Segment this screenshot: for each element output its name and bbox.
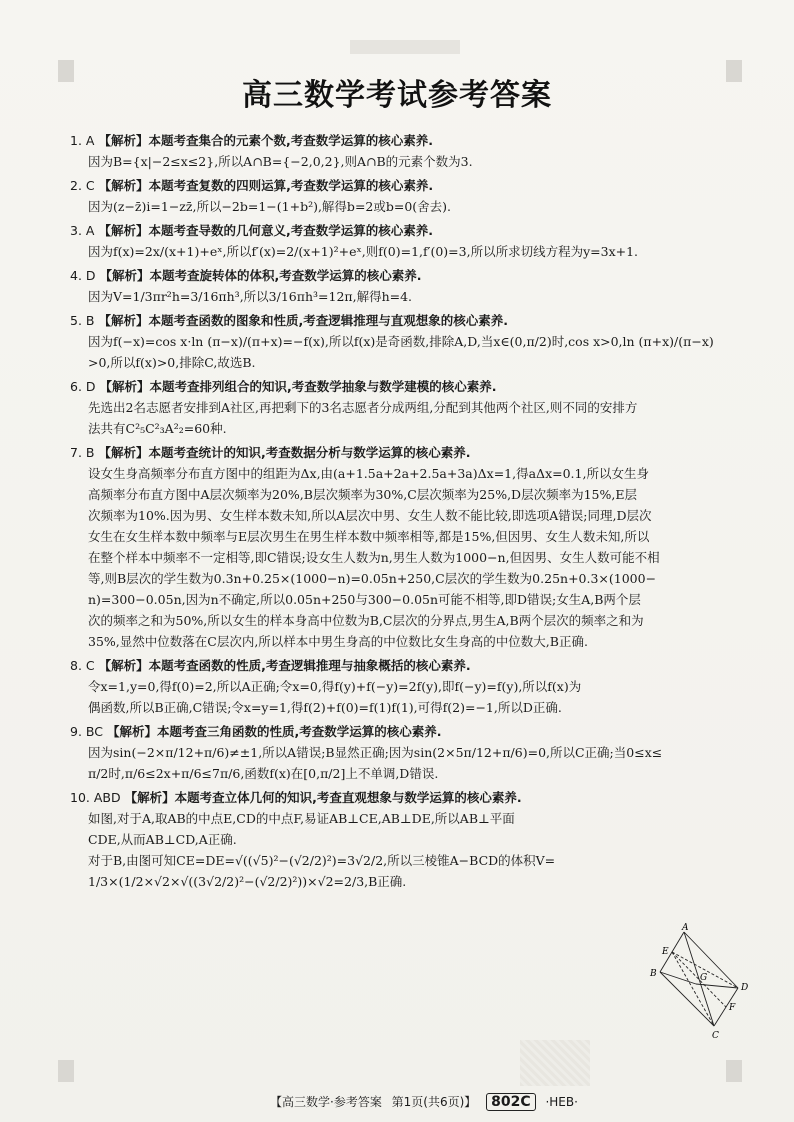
- answer-header: [70, 787, 760, 808]
- answer-header: [70, 220, 760, 241]
- answer-intro: 本题考查导数的几何意义,考查数学运算的核心素养.: [148, 223, 433, 238]
- answer-number: 1. A: [70, 133, 95, 148]
- figure-label: D: [741, 983, 749, 993]
- answer-line: 因为sin(−2×π/12+π/6)≠±1,所以A错误;B显然正确;因为sin(2×5π/12+π/6)=0,所以C正确;当0≤x≤: [88, 745, 663, 760]
- figure-label: E: [662, 947, 669, 957]
- answer-intro: 本题考查函数的性质,考查逻辑推理与抽象概括的核心素养.: [148, 658, 471, 673]
- answer-line: n)=300−0.05n,因为n不确定,所以0.05n+250与300−0.05n可能不相等,即D错误;女生A,B两个层: [88, 592, 641, 607]
- answer-line: 1/3×(1/2×√2×√((3√2/2)²−(√2/2)²))×√2=2/3,B正确.: [88, 874, 407, 889]
- answer-number: 5. B: [70, 313, 95, 328]
- answer-header: [70, 175, 760, 196]
- answer-intro: 本题考查集合的元素个数,考查数学运算的核心素养.: [148, 133, 433, 148]
- page-footer: [270, 1093, 584, 1111]
- analysis-tag: 【解析】: [99, 268, 150, 283]
- answer-item: [70, 655, 760, 718]
- answer-line: 对于B,由图可知CE=DE=√((√5)²−(√2/2)²)=3√2/2,所以三棱锥A−BCD的体积V=: [88, 853, 556, 868]
- answer-item: [70, 721, 760, 784]
- answer-header: [70, 721, 760, 742]
- answer-number: 7. B: [70, 445, 95, 460]
- answer-intro: 本题考查旋转体的体积,考查数学运算的核心素养.: [149, 268, 422, 283]
- answer-item: [70, 310, 760, 373]
- footer-page-info: 第1页(共6页)】: [391, 1095, 477, 1109]
- answer-line: >0,所以f(x)>0,排除C,故选B.: [88, 355, 256, 370]
- answer-number: 3. A: [70, 223, 95, 238]
- exam-code-badge: 802C: [486, 1093, 536, 1111]
- qr-code-watermark: [520, 1040, 590, 1086]
- answer-line: 设女生身高频率分布直方图中的组距为Δx,由(a+1.5a+2a+2.5a+3a)Δx=1,得aΔx=0.1,所以女生身: [88, 466, 649, 481]
- answer-line: 因为f(x)=2x/(x+1)+eˣ,所以f′(x)=2/(x+1)²+eˣ,则f(0)=1,f′(0)=3,所以所求切线方程为y=3x+1.: [88, 244, 639, 259]
- answer-number: 8. C: [70, 658, 95, 673]
- answer-line: 女生在女生样本数中频率与E层次男生在男生样本数中频率相等,都是15%,但因男、女生人数未知,所以: [88, 529, 650, 544]
- answer-line: π/2时,π/6≤2x+π/6≤7π/6,函数f(x)在[0,π/2]上不单调,D错误.: [88, 766, 439, 781]
- scan-artifact: [350, 40, 460, 54]
- answer-item: [70, 220, 760, 262]
- answer-number: 4. D: [70, 268, 96, 283]
- analysis-tag: 【解析】: [106, 724, 157, 739]
- analysis-tag: 【解析】: [98, 658, 149, 673]
- answer-line: 因为V=1/3πr²h=3/16πh³,所以3/16πh³=12π,解得h=4.: [88, 289, 413, 304]
- answer-intro: 本题考查立体几何的知识,考查直观想象与数学运算的核心素养.: [174, 790, 522, 805]
- answer-number: 9. BC: [70, 724, 103, 739]
- corner-registration-mark: [726, 1060, 742, 1082]
- answer-line: 等,则B层次的学生数为0.3n+0.25×(1000−n)=0.05n+250,C层次的学生数为0.25n+0.3×(1000−: [88, 571, 657, 586]
- answer-number: 2. C: [70, 178, 95, 193]
- answer-line: 偶函数,所以B正确,C错误;令x=y=1,得f(2)+f(0)=f(1)f(1),可得f(2)=−1,所以D正确.: [88, 700, 562, 715]
- answer-intro: 本题考查三角函数的性质,考查数学运算的核心素养.: [156, 724, 442, 739]
- page-title: 高三数学考试参考答案: [242, 78, 552, 113]
- answer-line: 因为f(−x)=cos x·ln (π−x)/(π+x)=−f(x),所以f(x)是奇函数,排除A,D,当x∈(0,π/2)时,cos x>0,ln (π+x)/(π−x): [88, 334, 714, 349]
- figure-label: G: [700, 973, 708, 983]
- footer-tag: ·HEB·: [545, 1095, 578, 1109]
- answer-line: 次的频率之和为50%,所以女生的样本身高中位数为B,C层次的分界点,男生A,B两个层次的频率之和为: [88, 613, 644, 628]
- answer-item: [70, 376, 760, 439]
- analysis-tag: 【解析】: [98, 223, 149, 238]
- figure-label: F: [729, 1003, 736, 1013]
- answer-line: 令x=1,y=0,得f(0)=2,所以A正确;令x=0,得f(y)+f(−y)=2f(y),即f(−y)=f(y),所以f(x)为: [88, 679, 582, 694]
- figure-label: A: [682, 923, 689, 933]
- answer-item: [70, 265, 760, 307]
- answer-header: [70, 376, 760, 397]
- answer-line: 如图,对于A,取AB的中点E,CD的中点F,易证AB⊥CE,AB⊥DE,所以AB⊥平面: [88, 811, 515, 826]
- answer-line: 35%,显然中位数落在C层次内,所以样本中男生身高的中位数比女生身高的中位数大,B正确.: [88, 634, 588, 649]
- answer-line: 先选出2名志愿者安排到A社区,再把剩下的3名志愿者分成两组,分配到其他两个社区,则不同的安排方: [88, 400, 638, 415]
- analysis-tag: 【解析】: [99, 379, 150, 394]
- corner-registration-mark: [58, 1060, 74, 1082]
- answer-line: 因为(z−z̄)i=1−zz̄,所以−2b=1−(1+b²),解得b=2或b=0(舍去).: [88, 199, 452, 214]
- analysis-tag: 【解析】: [98, 445, 149, 460]
- analysis-tag: 【解析】: [98, 313, 149, 328]
- answer-intro: 本题考查复数的四则运算,考查数学运算的核心素养.: [148, 178, 434, 193]
- analysis-tag: 【解析】: [98, 133, 149, 148]
- figure-label: B: [650, 969, 657, 979]
- answer-item: [70, 130, 760, 172]
- answer-item: [70, 442, 760, 652]
- answer-item: [70, 787, 760, 892]
- answer-number: 10. ABD: [70, 790, 121, 805]
- answer-intro: 本题考查统计的知识,考查数据分析与数学运算的核心素养.: [148, 445, 471, 460]
- analysis-tag: 【解析】: [98, 178, 149, 193]
- tetrahedron-figure: [646, 922, 756, 1042]
- answer-line: 因为B={x|−2≤x≤2},所以A∩B={−2,0,2},则A∩B的元素个数为3.: [88, 154, 473, 169]
- answer-intro: 本题考查函数的图象和性质,考查逻辑推理与直观想象的核心素养.: [148, 313, 508, 328]
- answer-list: [70, 130, 760, 895]
- analysis-tag: 【解析】: [124, 790, 175, 805]
- spacer: [70, 892, 760, 895]
- answer-line: 在整个样本中频率不一定相等,即C错误;设女生人数为n,男生人数为1000−n,但因男、女生人数可能不相: [88, 550, 660, 565]
- answer-header: [70, 655, 760, 676]
- answer-header: [70, 442, 760, 463]
- answer-header: [70, 130, 760, 151]
- answer-header: [70, 310, 760, 331]
- answer-header: [70, 265, 760, 286]
- answer-line: CDE,从而AB⊥CD,A正确.: [88, 832, 237, 847]
- answer-number: 6. D: [70, 379, 96, 394]
- answer-line: 法共有C²₅C²₃A²₂=60种.: [88, 421, 227, 436]
- footer-subject: 【高三数学·参考答案: [270, 1095, 382, 1109]
- answer-line: 高频率分布直方图中A层次频率为20%,B层次频率为30%,C层次频率为25%,D层次频率为15%,E层: [88, 487, 637, 502]
- answer-item: [70, 175, 760, 217]
- answer-line: 次频率为10%.因为男、女生样本数未知,所以A层次中男、女生人数不能比较,即选项A错误;同理,D层次: [88, 508, 652, 523]
- figure-label: C: [712, 1031, 719, 1041]
- answer-intro: 本题考查排列组合的知识,考查数学抽象与数学建模的核心素养.: [149, 379, 497, 394]
